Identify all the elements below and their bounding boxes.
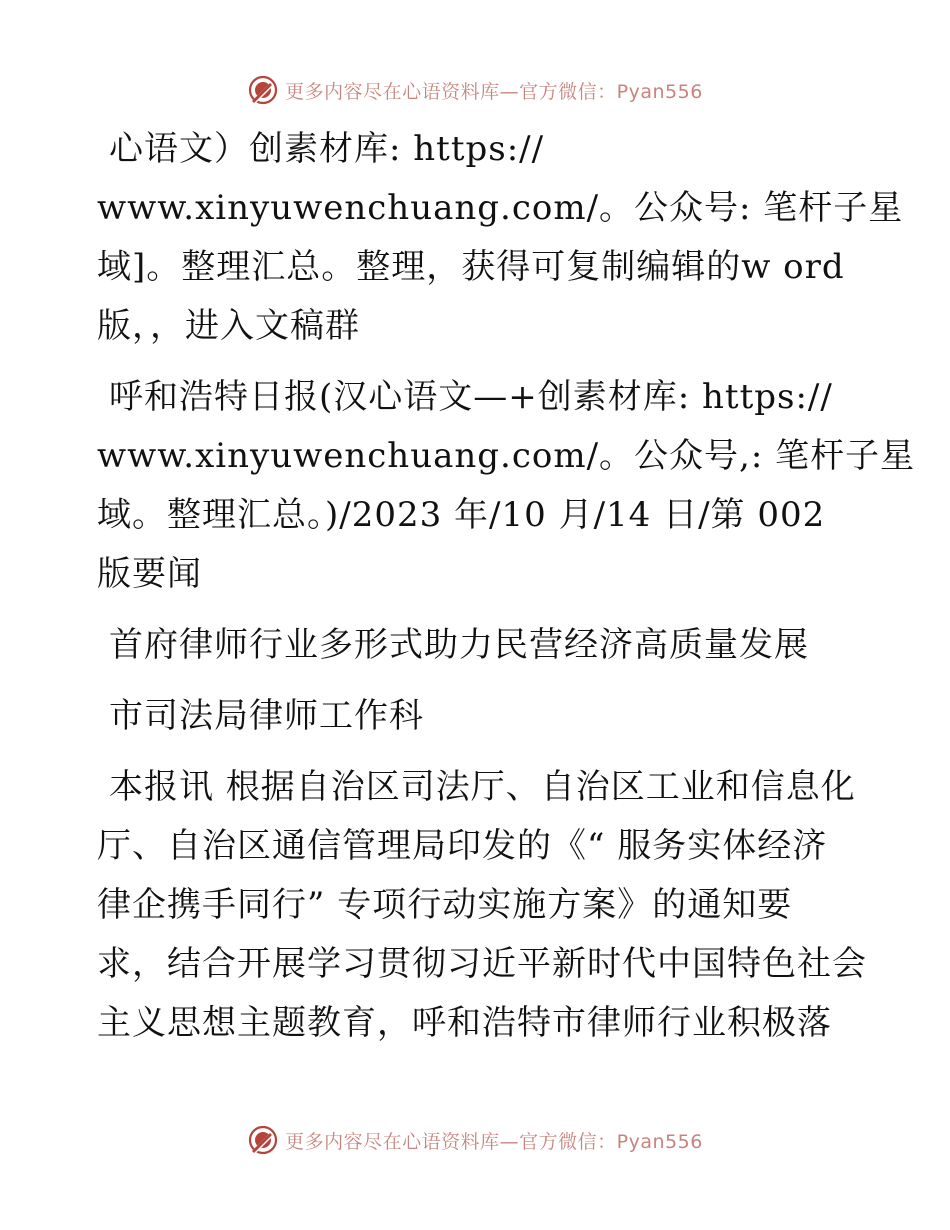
text-line: www.xinyuwenchuang.com/。公众号,: 笔杆子星 (97, 436, 916, 476)
text-line: 呼和浩特日报(汉心语文—+创素材库: https:// (109, 377, 833, 417)
header-banner (0, 70, 950, 110)
text-line: 市司法局律师工作科 (109, 696, 424, 736)
document-body (97, 120, 916, 1065)
article-body (97, 758, 867, 1053)
text-line: 版，，进入文稿群 (97, 306, 360, 346)
text-line: 求，结合开展学习贯彻习近平新时代中国特色社会 (97, 944, 867, 984)
header-banner-text: 更多内容尽在心语资料库—官方微信：Pyan556 (285, 80, 703, 103)
article-author (97, 687, 857, 746)
text-line: 本报讯 根据自治区司法厅、自治区工业和信息化 (109, 767, 856, 807)
paragraph-source-note-1 (97, 120, 904, 356)
seal-pen-icon (247, 1124, 279, 1156)
article-title (97, 616, 857, 675)
text-line: 心语文）创素材库: https:// (109, 129, 545, 169)
text-line: 主义思想主题教育，呼和浩特市律师行业积极落 (97, 1003, 832, 1043)
text-line: 厅、自治区通信管理局印发的《“ 服务实体经济 (97, 826, 828, 866)
text-line: www.xinyuwenchuang.com/。公众号: 笔杆子星 (97, 188, 904, 228)
text-line: 律企携手同行” 专项行动实施方案》的通知要 (97, 885, 793, 925)
footer-banner-text: 更多内容尽在心语资料库—官方微信：Pyan556 (285, 1130, 703, 1153)
text-line: 域]。整理汇总。整理，获得可复制编辑的w ord (97, 247, 845, 287)
text-line: 首府律师行业多形式助力民营经济高质量发展 (109, 625, 809, 665)
footer-banner (0, 1120, 950, 1160)
text-line: 域。整理汇总。)/2023 年/10 月/14 日/第 002 (97, 495, 826, 535)
text-line: 版要闻 (97, 554, 202, 594)
seal-pen-icon (247, 74, 279, 106)
paragraph-source-note-2 (97, 368, 916, 604)
